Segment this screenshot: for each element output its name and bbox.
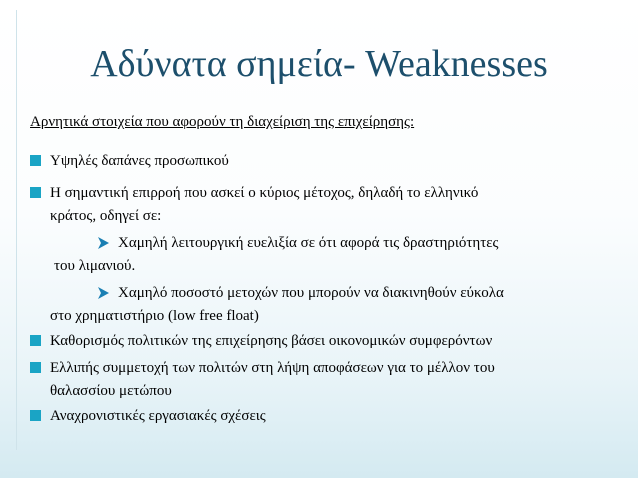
arrowhead-bullet-icon bbox=[97, 286, 110, 300]
slide-subtitle: Αρνητικά στοιχεία που αφορούν τη διαχείριση της επιχείρησης: bbox=[30, 114, 415, 130]
list-item-continuation: κράτος, οδηγεί σε: bbox=[50, 208, 162, 224]
square-bullet-icon bbox=[30, 335, 41, 346]
square-bullet-icon bbox=[30, 362, 41, 373]
square-bullet-icon bbox=[30, 410, 41, 421]
sub-list-item: Χαμηλή λειτουργική ευελιξία σε ότι αφορά τις δραστηριότητες bbox=[118, 235, 499, 251]
list-item: Καθορισμός πολιτικών της επιχείρησης βάσει οικονομικών συμφερόντων bbox=[50, 333, 493, 349]
list-item: Υψηλές δαπάνες προσωπικού bbox=[50, 153, 229, 169]
sub-list-item-continuation: του λιμανιού. bbox=[54, 258, 136, 274]
list-item: Αναχρονιστικές εργασιακές σχέσεις bbox=[50, 408, 266, 424]
list-item: Η σημαντική επιρροή που ασκεί ο κύριος μέτοχος, δηλαδή το ελληνικό bbox=[50, 185, 479, 201]
square-bullet-icon bbox=[30, 155, 41, 166]
square-bullet-icon bbox=[30, 187, 41, 198]
list-item-continuation: θαλασσίου μετώπου bbox=[50, 383, 172, 399]
slide-title: Αδύνατα σημεία- Weaknesses bbox=[90, 43, 548, 85]
arrowhead-bullet-icon bbox=[97, 236, 110, 250]
sub-list-item: Χαμηλό ποσοστό μετοχών που μπορούν να διακινηθούν εύκολα bbox=[118, 285, 504, 301]
list-item: Ελλιπής συμμετοχή των πολιτών στη λήψη αποφάσεων για το μέλλον του bbox=[50, 360, 495, 376]
sub-list-item-continuation: στο χρηματιστήριο (low free float) bbox=[50, 308, 259, 324]
